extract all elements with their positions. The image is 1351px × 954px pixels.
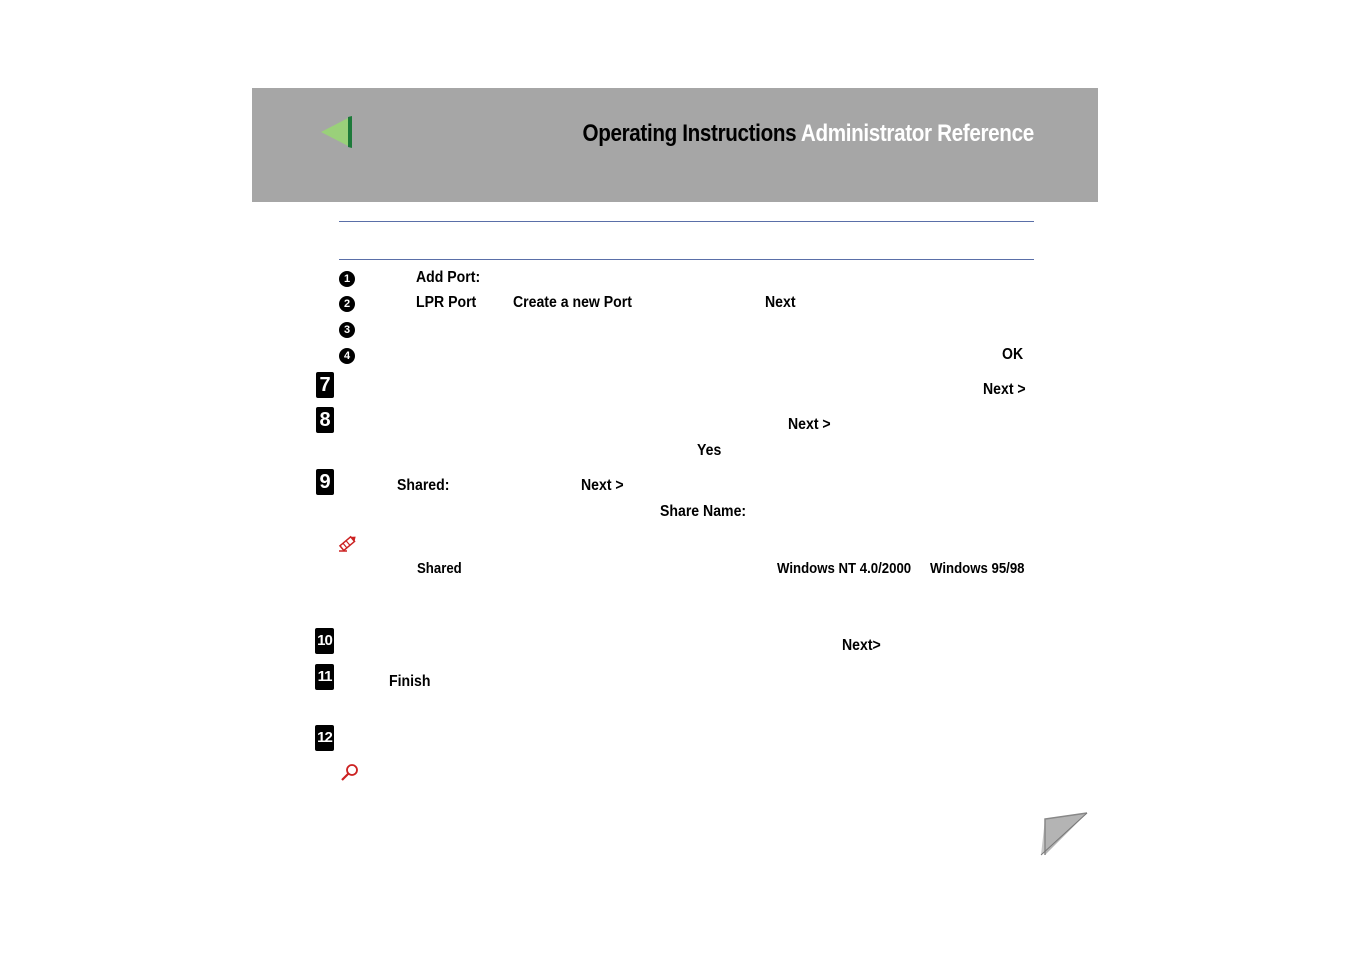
next-label: Next> [842, 637, 881, 654]
magnifier-reference-icon [340, 763, 359, 782]
triangle-left-green-icon[interactable] [319, 114, 355, 150]
ok-label: OK [1002, 346, 1024, 363]
step-number-11: 11 [315, 664, 334, 690]
step-number-7: 7 [316, 372, 334, 398]
windows-95-label: Windows 95/98 [930, 560, 1025, 577]
shared-note-label: Shared [417, 560, 462, 577]
shared-label: Shared: [397, 477, 450, 494]
header-bar [252, 88, 1098, 202]
lpr-port-label: LPR Port [416, 294, 477, 311]
substep-number-1: 1 [339, 271, 355, 287]
share-name-label: Share Name: [660, 503, 747, 520]
create-new-port-label: Create a new Port [513, 294, 632, 311]
title-main: Operating Instructions [582, 120, 797, 147]
yes-label: Yes [697, 442, 722, 459]
windows-nt-label: Windows NT 4.0/2000 [777, 560, 912, 577]
step-number-9: 9 [316, 469, 334, 495]
finish-label: Finish [389, 673, 431, 690]
next-label: Next > [581, 477, 624, 494]
next-label: Next [765, 294, 796, 311]
divider-bottom [339, 259, 1034, 260]
page-curl-next-icon[interactable] [1039, 811, 1089, 857]
next-label: Next > [983, 381, 1026, 398]
page-title [583, 120, 1034, 148]
pencil-note-icon [338, 534, 358, 552]
divider-top [339, 221, 1034, 222]
substep-number-4: 4 [339, 348, 355, 364]
substep-number-2: 2 [339, 296, 355, 312]
next-label: Next > [788, 416, 831, 433]
title-sub: Administrator Reference [801, 120, 1034, 147]
step-number-12: 12 [315, 725, 334, 751]
substep-number-3: 3 [339, 322, 355, 338]
step-number-10: 10 [315, 628, 334, 654]
step-number-8: 8 [316, 407, 334, 433]
add-port-label: Add Port: [416, 269, 481, 286]
